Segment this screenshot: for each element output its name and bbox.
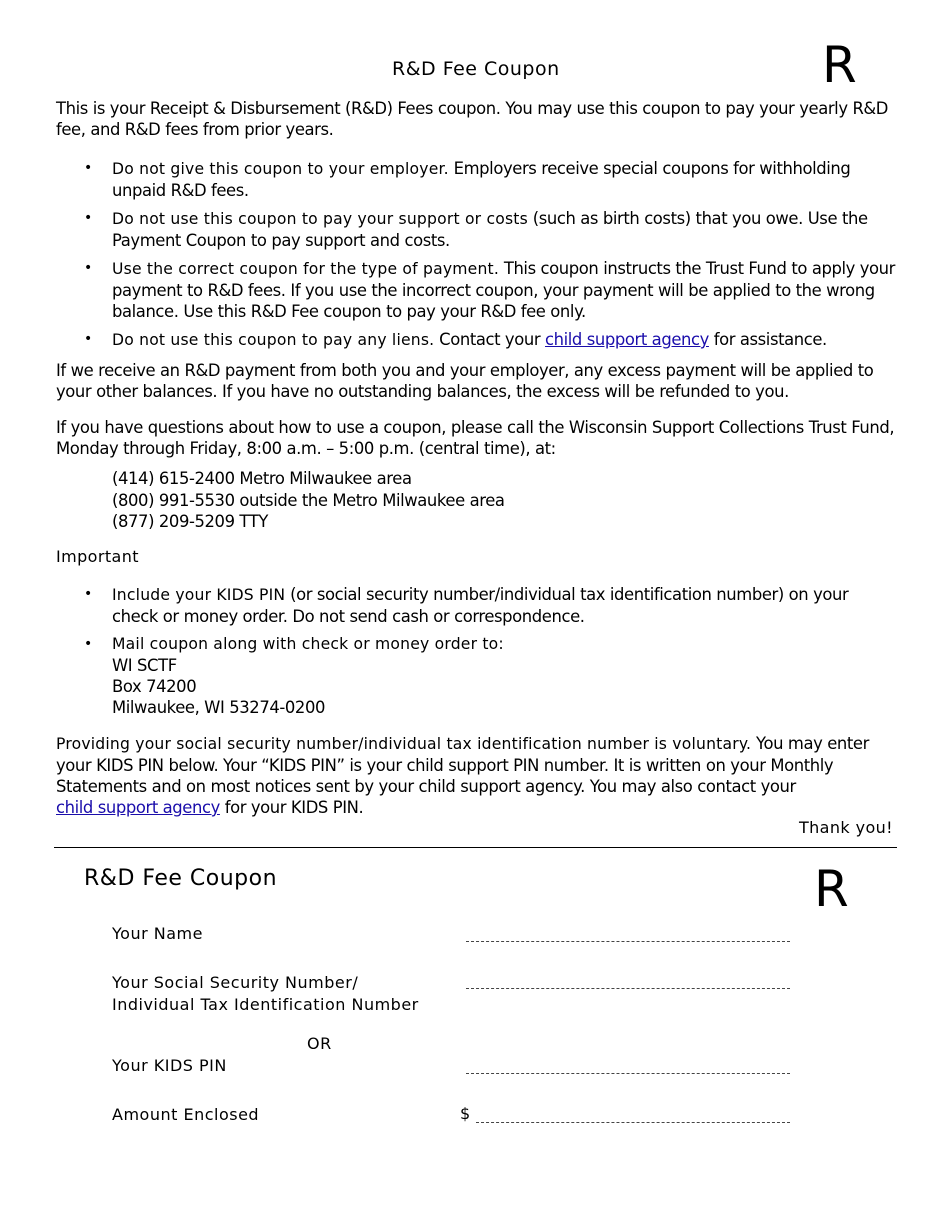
questions-paragraph: If you have questions about how to use a coupon, please call the Wisconsin Support Collections Trust Fund, Monday through Friday, 8:00 a.m. – 5:00 p.m. (central time), at: — [56, 418, 895, 458]
cut-line-divider — [54, 847, 897, 848]
important-item — [84, 584, 898, 627]
intro-paragraph: This is your Receipt & Disbursement (R&D) Fees coupon. You may use this coupon to pay your yearly R&D fee, and R&D fees from prior years. — [56, 99, 889, 139]
rule-item — [84, 329, 898, 351]
privacy-lead: Providing your social security number/individual tax identification number is voluntary. — [56, 735, 752, 753]
rule-text: This coupon instructs the Trust Fund to apply your payment to R&D fees. If you use the incorrect coupon, your payment will be applied to the wrong balance. Use this R&D Fee coupon to pay your R&D fee only. — [112, 259, 895, 321]
page-letter-r: R — [822, 36, 857, 94]
ssn-label — [112, 972, 419, 1016]
rule-lead: Do not give this coupon to your employer. — [112, 160, 449, 178]
rule-item — [84, 208, 898, 251]
excess-paragraph: If we receive an R&D payment from both you and your employer, any excess payment will be applied to your other balances. If you have no outstanding balances, the excess will be refunded to you. — [56, 361, 874, 401]
important-list — [84, 584, 898, 725]
ssn-label-line: Your Social Security Number/ — [112, 973, 359, 992]
important-lead: Include your KIDS PIN — [112, 586, 286, 604]
important-lead: • Mail coupon along with check or money order to: — [112, 635, 504, 653]
rule-lead: Do not use this coupon to pay any liens. — [112, 331, 435, 349]
kids-pin-field[interactable] — [466, 1073, 790, 1074]
mailing-address-line: WI SCTF — [112, 656, 177, 675]
coupon-letter-r: R — [814, 860, 849, 918]
rule-text: (such as birth costs) that you owe. Use the Payment Coupon to pay support and costs. — [112, 209, 868, 250]
privacy-text-end: for your KIDS PIN. — [224, 798, 364, 817]
amount-label: Amount Enclosed — [112, 1105, 260, 1124]
rule-item — [84, 258, 898, 322]
name-field[interactable] — [466, 941, 790, 942]
thank-you-text: Thank you! — [798, 818, 893, 837]
child-support-agency-link[interactable]: child support agency — [56, 798, 220, 817]
phone-number: (800) 991-5530 outside the Metro Milwaukee area — [112, 490, 505, 510]
rule-item — [84, 158, 898, 201]
rule-text: for assistance. — [713, 330, 827, 349]
child-support-agency-link[interactable]: child support agency — [545, 330, 709, 349]
rule-lead: Use the correct coupon for the type of payment. — [112, 260, 500, 278]
phone-list — [112, 468, 505, 533]
privacy-paragraph — [56, 733, 896, 818]
phone-number: (414) 615-2400 Metro Milwaukee area — [112, 469, 412, 488]
mailing-address-line: Milwaukee, WI 53274-0200 — [112, 698, 326, 717]
rules-list — [84, 158, 898, 358]
phone-number: (877) 209-5209 TTY — [112, 512, 268, 531]
ssn-label-line: Individual Tax Identification Number — [112, 995, 419, 1014]
page-title: R&D Fee Coupon — [392, 58, 560, 80]
mailing-address-line: Box 74200 — [112, 677, 197, 696]
important-heading: Important — [56, 547, 139, 566]
rule-lead: Do not use this coupon to pay your support or costs — [112, 210, 528, 228]
coupon-title: R&D Fee Coupon — [84, 866, 278, 891]
amount-field[interactable] — [476, 1122, 790, 1123]
important-text: (or social security number/individual tax identification number) on your check or money order. Do not send cash or correspondence. — [112, 585, 849, 626]
rule-text: Employers receive special coupons for withholding unpaid R&D fees. — [112, 159, 851, 200]
kids-pin-label: Your KIDS PIN — [112, 1056, 227, 1075]
rule-text: Contact your — [439, 330, 541, 349]
currency-symbol: $ — [460, 1104, 471, 1123]
name-label: Your Name — [112, 924, 203, 943]
important-item — [84, 634, 898, 718]
privacy-text: You may enter your KIDS PIN below. Your “KIDS PIN” is your child support PIN number. It is written on your Monthly Statements and on most notices sent by your child support agency. You may also contact your — [56, 734, 869, 796]
ssn-field[interactable] — [466, 988, 790, 989]
or-label: OR — [307, 1034, 332, 1053]
